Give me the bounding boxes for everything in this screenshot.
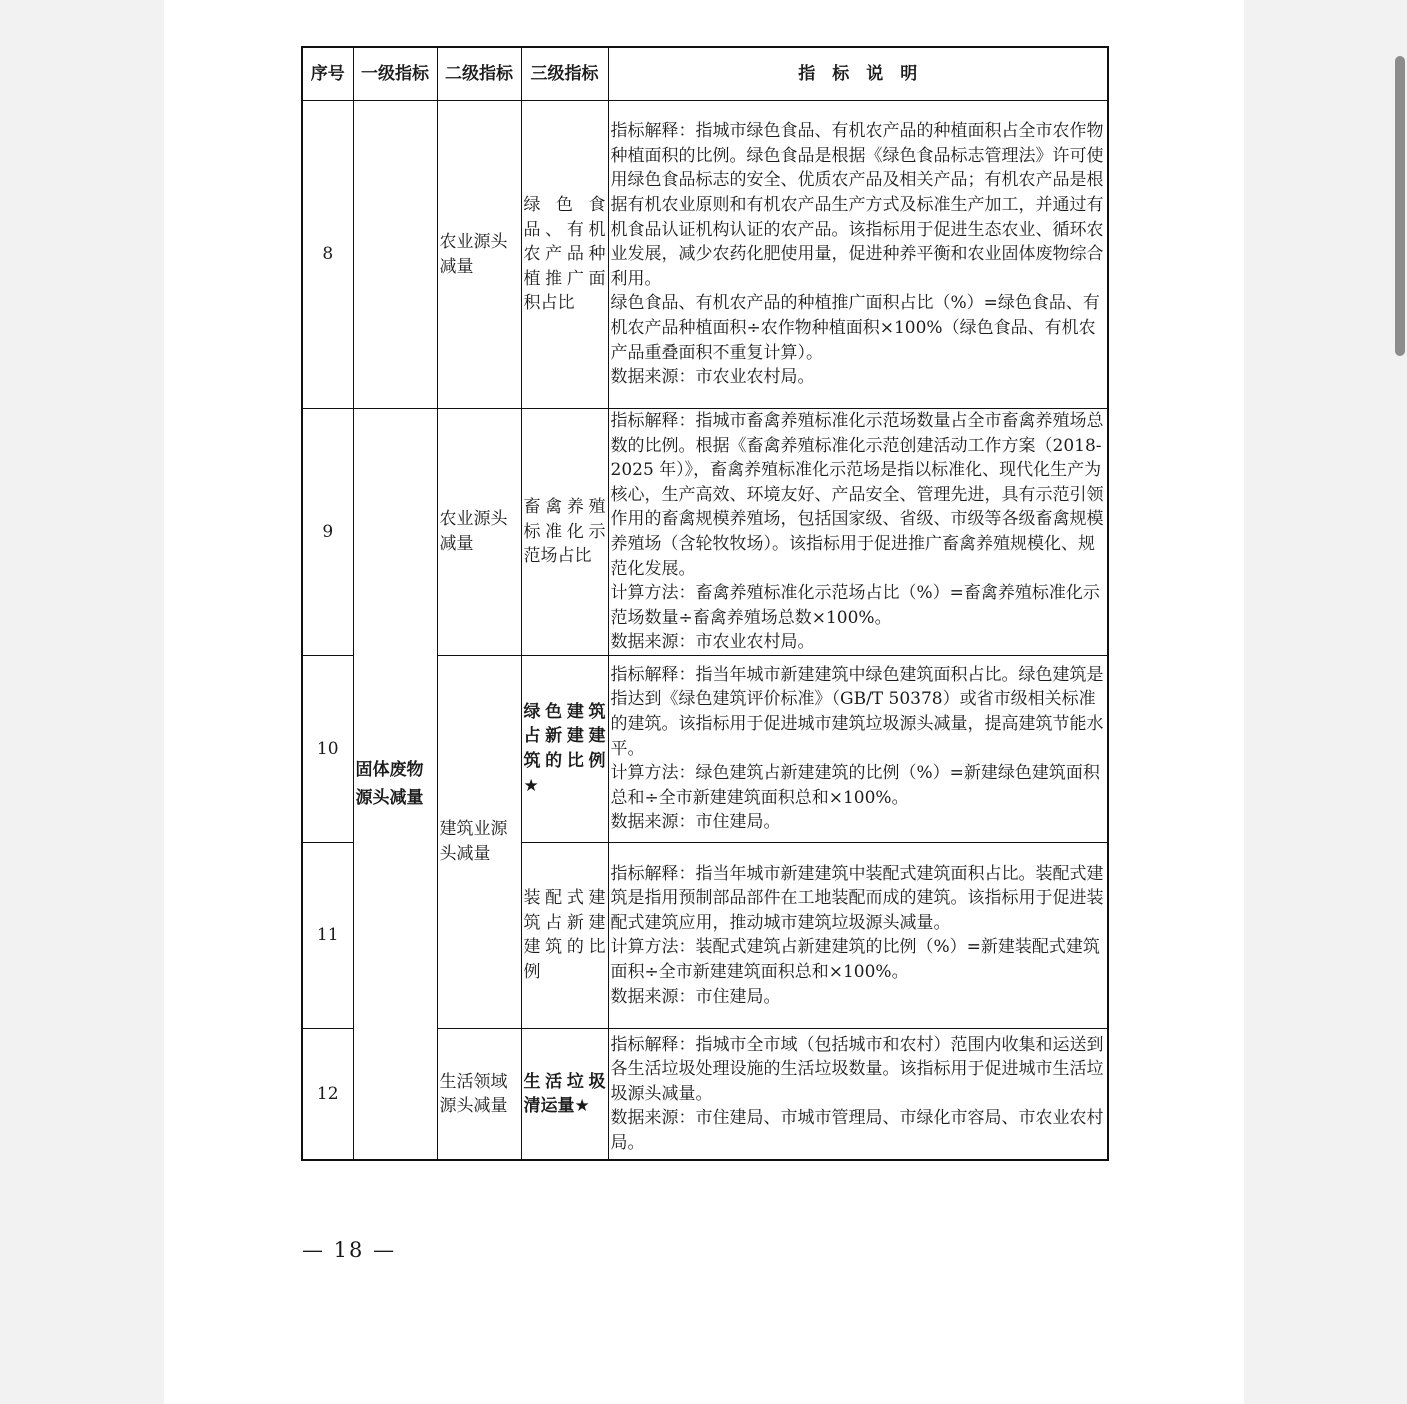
- description-paragraph: 计算方法：绿色建筑占新建建筑的比例（%）=新建绿色建筑面积总和÷全市新建建筑面积总和×100%。: [610, 763, 1100, 808]
- description-cell: [608, 655, 1108, 842]
- level3-cell: 生活垃圾清运量★: [521, 1028, 608, 1160]
- level1-cell-empty: [353, 101, 437, 409]
- description-paragraph: 数据来源：市住建局、市城市管理局、市绿化市容局、市农业农村局。: [610, 1108, 1104, 1154]
- level1-cell: 固体废物源头减量: [353, 409, 437, 1161]
- vertical-scrollbar[interactable]: [1393, 0, 1407, 1404]
- level3-cell: 畜禽养殖标准化示范场占比: [521, 409, 608, 656]
- level3-cell: 绿色食品、有机农产品种植推广面积占比: [521, 101, 608, 409]
- description-paragraph: 指标解释：指城市绿色食品、有机农产品的种植面积占全市农作物种植面积的比例。绿色食品是根据《绿色食品标志管理法》许可使用绿色食品标志的安全、优质农产品及相关产品；有机农产品是根据有机农业原则和有机农产品生产方式及标准生产加工，并通过有机食品认证机构认证的农产品。该指标用于促进生态农业、循环农业发展，减少农药化肥使用量，促进种养平衡和农业固体废物综合利用。: [610, 121, 1104, 289]
- header-desc: 指 标 说 明: [608, 47, 1108, 101]
- scrollbar-thumb[interactable]: [1395, 56, 1405, 356]
- row-number: 9: [302, 409, 353, 656]
- page-number: — 18 —: [302, 1238, 397, 1262]
- level3-cell: 装配式建筑占新建建筑的比例: [521, 842, 608, 1028]
- level2-cell: 建筑业源头减量: [437, 655, 521, 1028]
- table-row: [302, 409, 1108, 656]
- description-paragraph: 指标解释：指当年城市新建建筑中绿色建筑面积占比。绿色建筑是指达到《绿色建筑评价标准》（GB/T 50378）或省市级相关标准的建筑。该指标用于促进城市建筑垃圾源头减量，提高建筑节能水平。: [610, 664, 1104, 759]
- header-level1: 一级指标: [353, 47, 437, 101]
- table-header-row: [302, 47, 1108, 101]
- header-num: 序号: [302, 47, 353, 101]
- row-number: 11: [302, 842, 353, 1028]
- description-cell: [608, 842, 1108, 1028]
- description-paragraph: 数据来源：市农业农村局。: [610, 367, 815, 388]
- description-paragraph: 绿色食品、有机农产品的种植推广面积占比（%）=绿色食品、有机农产品种植面积÷农作物种植面积×100%（绿色食品、有机农产品重叠面积不重复计算）。: [610, 293, 1100, 363]
- description-paragraph: 数据来源：市农业农村局。: [610, 632, 815, 653]
- level2-cell: 农业源头减量: [437, 409, 521, 656]
- level2-cell: 农业源头减量: [437, 101, 521, 409]
- description-cell: [608, 409, 1108, 656]
- description-paragraph: 指标解释：指城市畜禽养殖标准化示范场数量占全市畜禽养殖场总数的比例。根据《畜禽养殖标准化示范创建活动工作方案（2018-2025 年）》，畜禽养殖标准化示范场是指以标准化、现代化生产为核心，生产高效、环境友好、产品安全、管理先进，具有示范引领作用的畜禽规模养殖场，包括国家级、省级、市级等各级畜禽规模养殖场（含轮牧牧场）。该指标用于促进推广畜禽养殖规模化、规范化发展。: [610, 411, 1104, 579]
- description-cell: [608, 101, 1108, 409]
- level3-cell: 绿色建筑占新建建筑的比例★: [521, 655, 608, 842]
- table-row: [302, 101, 1108, 409]
- description-paragraph: 指标解释：指当年城市新建建筑中装配式建筑面积占比。装配式建筑是指用预制部品部件在工地装配而成的建筑。该指标用于促进装配式建筑应用，推动城市建筑垃圾源头减量。: [610, 863, 1104, 933]
- description-paragraph: 计算方法：装配式建筑占新建建筑的比例（%）=新建装配式建筑面积÷全市新建建筑面积总和×100%。: [610, 937, 1100, 983]
- level2-cell: 生活领域源头减量: [437, 1028, 521, 1160]
- header-level2: 二级指标: [437, 47, 521, 101]
- description-cell: [608, 1028, 1108, 1160]
- description-paragraph: 指标解释：指城市全市域（包括城市和农村）范围内收集和运送到各生活垃圾处理设施的生活垃圾数量。该指标用于促进城市生活垃圾源头减量。: [610, 1034, 1104, 1104]
- row-number: 12: [302, 1028, 353, 1160]
- row-number: 10: [302, 655, 353, 842]
- row-number: 8: [302, 101, 353, 409]
- description-paragraph: 数据来源：市住建局。: [610, 812, 781, 833]
- indicator-table: [301, 46, 1109, 1161]
- header-level3: 三级指标: [521, 47, 608, 101]
- description-paragraph: 计算方法：畜禽养殖标准化示范场占比（%）=畜禽养殖标准化示范场数量÷畜禽养殖场总数×100%。: [610, 583, 1100, 628]
- description-paragraph: 数据来源：市住建局。: [610, 986, 781, 1007]
